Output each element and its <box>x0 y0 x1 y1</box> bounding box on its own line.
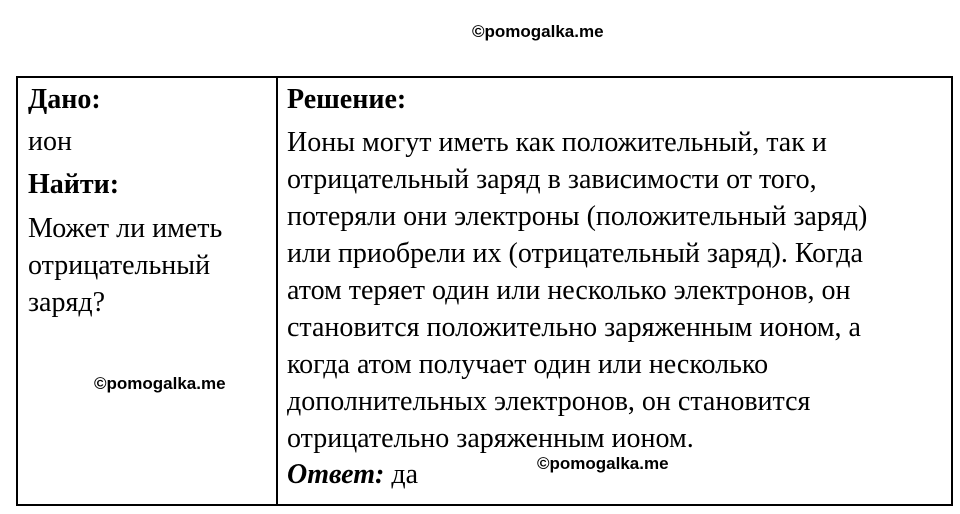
given-heading: Дано: <box>28 84 101 115</box>
find-question-line: Может ли иметь <box>28 213 223 244</box>
find-question-line: заряд? <box>28 287 106 318</box>
solution-line: или приобрели их (отрицательный заряд). Когда <box>287 238 863 269</box>
solution-heading: Решение: <box>287 84 407 115</box>
solution-line: дополнительных электронов, он становится <box>287 386 811 417</box>
solution-line: атом теряет один или несколько электронов, он <box>287 275 851 306</box>
solution-line: отрицательный заряд в зависимости от того, <box>287 164 817 195</box>
watermark-left: ©pomogalka.me <box>94 374 226 393</box>
answer-value: да <box>391 459 419 490</box>
task-table <box>16 76 953 506</box>
solution-line: Ионы могут иметь как положительный, так и <box>287 127 827 158</box>
watermark-bottom: ©pomogalka.me <box>537 454 669 473</box>
find-question-line: отрицательный <box>28 250 211 281</box>
answer-label: Ответ: <box>287 459 385 490</box>
solution-line: становится положительно заряженным ионом, а <box>287 312 861 343</box>
given-column <box>28 80 268 321</box>
find-question <box>28 210 268 321</box>
watermark-top: ©pomogalka.me <box>472 22 604 41</box>
solution-line: отрицательно заряженным ионом. <box>287 423 694 454</box>
solution-column <box>287 80 947 493</box>
given-value: ион <box>28 126 72 157</box>
solution-text <box>287 124 947 457</box>
solution-line: когда атом получает один или несколько <box>287 349 769 380</box>
column-divider <box>276 78 278 504</box>
solution-line: потеряли они электроны (положительный заряд) <box>287 201 868 232</box>
find-heading: Найти: <box>28 169 120 200</box>
